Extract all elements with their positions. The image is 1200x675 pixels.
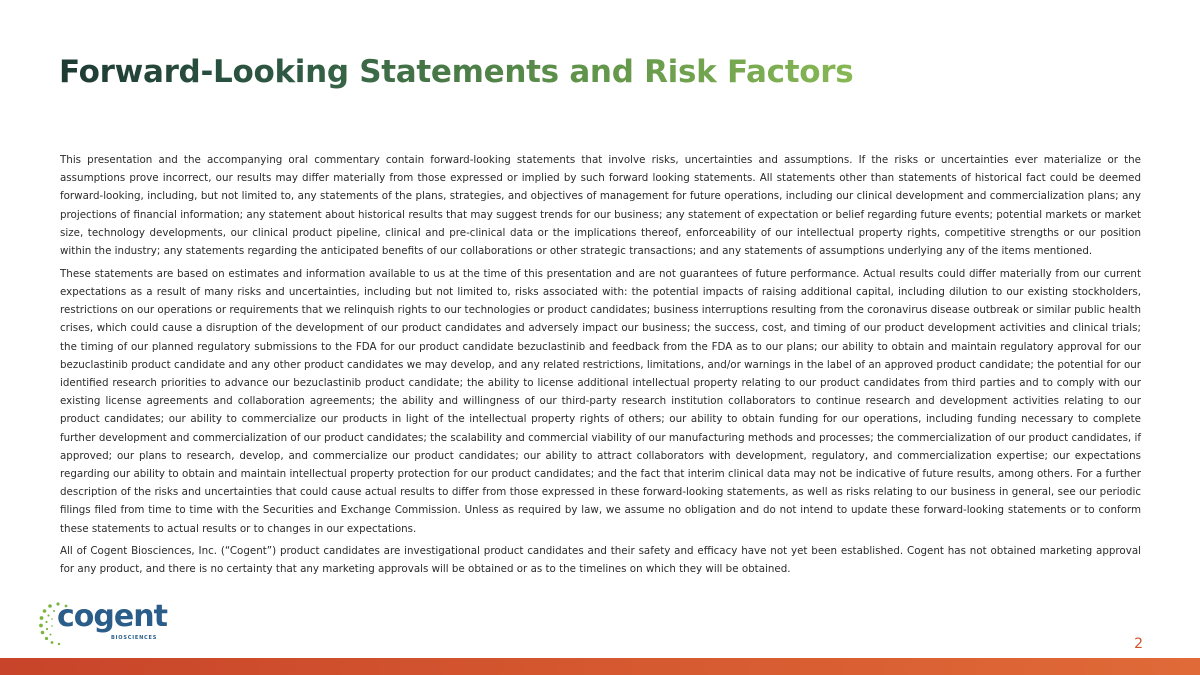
logo-wordmark: cogent [57,599,167,634]
cogent-logo [38,599,167,647]
slide-title: Forward-Looking Statements and Risk Factors [59,54,854,90]
footer-bar [0,658,1200,675]
disclaimer-body [60,151,1141,583]
paragraph-forward-looking: This presentation and the accompanying oral commentary contain forward-looking statements that involve risks, uncertainties and assumptions. If the risks or uncertainties ever materialize or the assumptions prove incorrect, our results may differ materially from those expressed or implied by such forward looking statements. All statements other than statements of historical fact could be deemed forward-looking, including, but not limited to, any statements of the plans, strategies, and objectives of management for future operations, including our clinical development and commercialization plans; any projections of financial information; any statement about historical results that may suggest trends for our business; any statement of expectation or belief regarding future events; potential markets or market size, technology developments, our clinical product pipeline, clinical and pre-clinical data or the implications thereof, enforceability of our intellectual property rights, competitive strengths or our position within the industry; any statements regarding the anticipated benefits of our collaborations or other strategic transactions; and any statements of assumptions underlying any of the items mentioned. [60,154,1141,258]
logo-subtitle: BIOSCIENCES [111,635,158,641]
page-number: 2 [1134,636,1143,652]
paragraph-investigational: All of Cogent Biosciences, Inc. (“Cogent”) product candidates are investigational product candidates and their safety and efficacy have not yet been established. Cogent has not obtained marketing approval for any product, and there is no certainty that any marketing approvals will be obtained or as to the timelines on which they will be obtained. [60,545,1141,576]
paragraph-risks: These statements are based on estimates and information available to us at the time of this presentation and are not guarantees of future performance. Actual results could differ materially from our current expectations as a result of many risks and uncertainties, including but not limited to, risks associated with: the potential impacts of raising additional capital, including dilution to our existing stockholders, restrictions on our operations or requirements that we relinquish rights to our technologies or product candidates; business interruptions resulting from the coronavirus disease outbreak or similar public health crises, which could cause a disruption of the development of our product candidates and adversely impact our business; the success, cost, and timing of our product development activities and clinical trials; the timing of our planned regulatory submissions to the FDA for our product candidate bezuclastinib and feedback from the FDA as to our plans; our ability to obtain and maintain regulatory approval for our bezuclastinib product candidate and any other product candidates we may develop, and any related restrictions, limitations, and/or warnings in the label of an approved product candidate; the potential for our identified research priorities to advance our bezuclastinib product candidate; the ability to license additional intellectual property relating to our product candidates from third parties and to comply with our existing license agreements and collaboration agreements; the ability and willingness of our third-party research institution collaborators to continue research and development activities relating to our product candidates; our ability to commercialize our products in light of the intellectual property rights of others; our ability to obtain funding for our operations, including funding necessary to complete further development and commercialization of our product candidates; the scalability and commercial viability of our manufacturing methods and processes; the commercialization of our product candidates, if approved; our plans to research, develop, and commercialize our product candidates; our ability to attract collaborators with development, regulatory, and commercialization expertise; our expectations regarding our ability to obtain and maintain intellectual property protection for our product candidates; and the fact that interim clinical data may not be indicative of future results, among others. For a further description of the risks and uncertainties that could cause actual results to differ from those expressed in these forward-looking statements, as well as risks relating to our business in general, see our periodic filings filed from time to time with the Securities and Exchange Commission. Unless as required by law, we assume no obligation and do not intend to update these forward-looking statements or to conform these statements to actual results or to changes in our expectations. [60,267,1141,535]
